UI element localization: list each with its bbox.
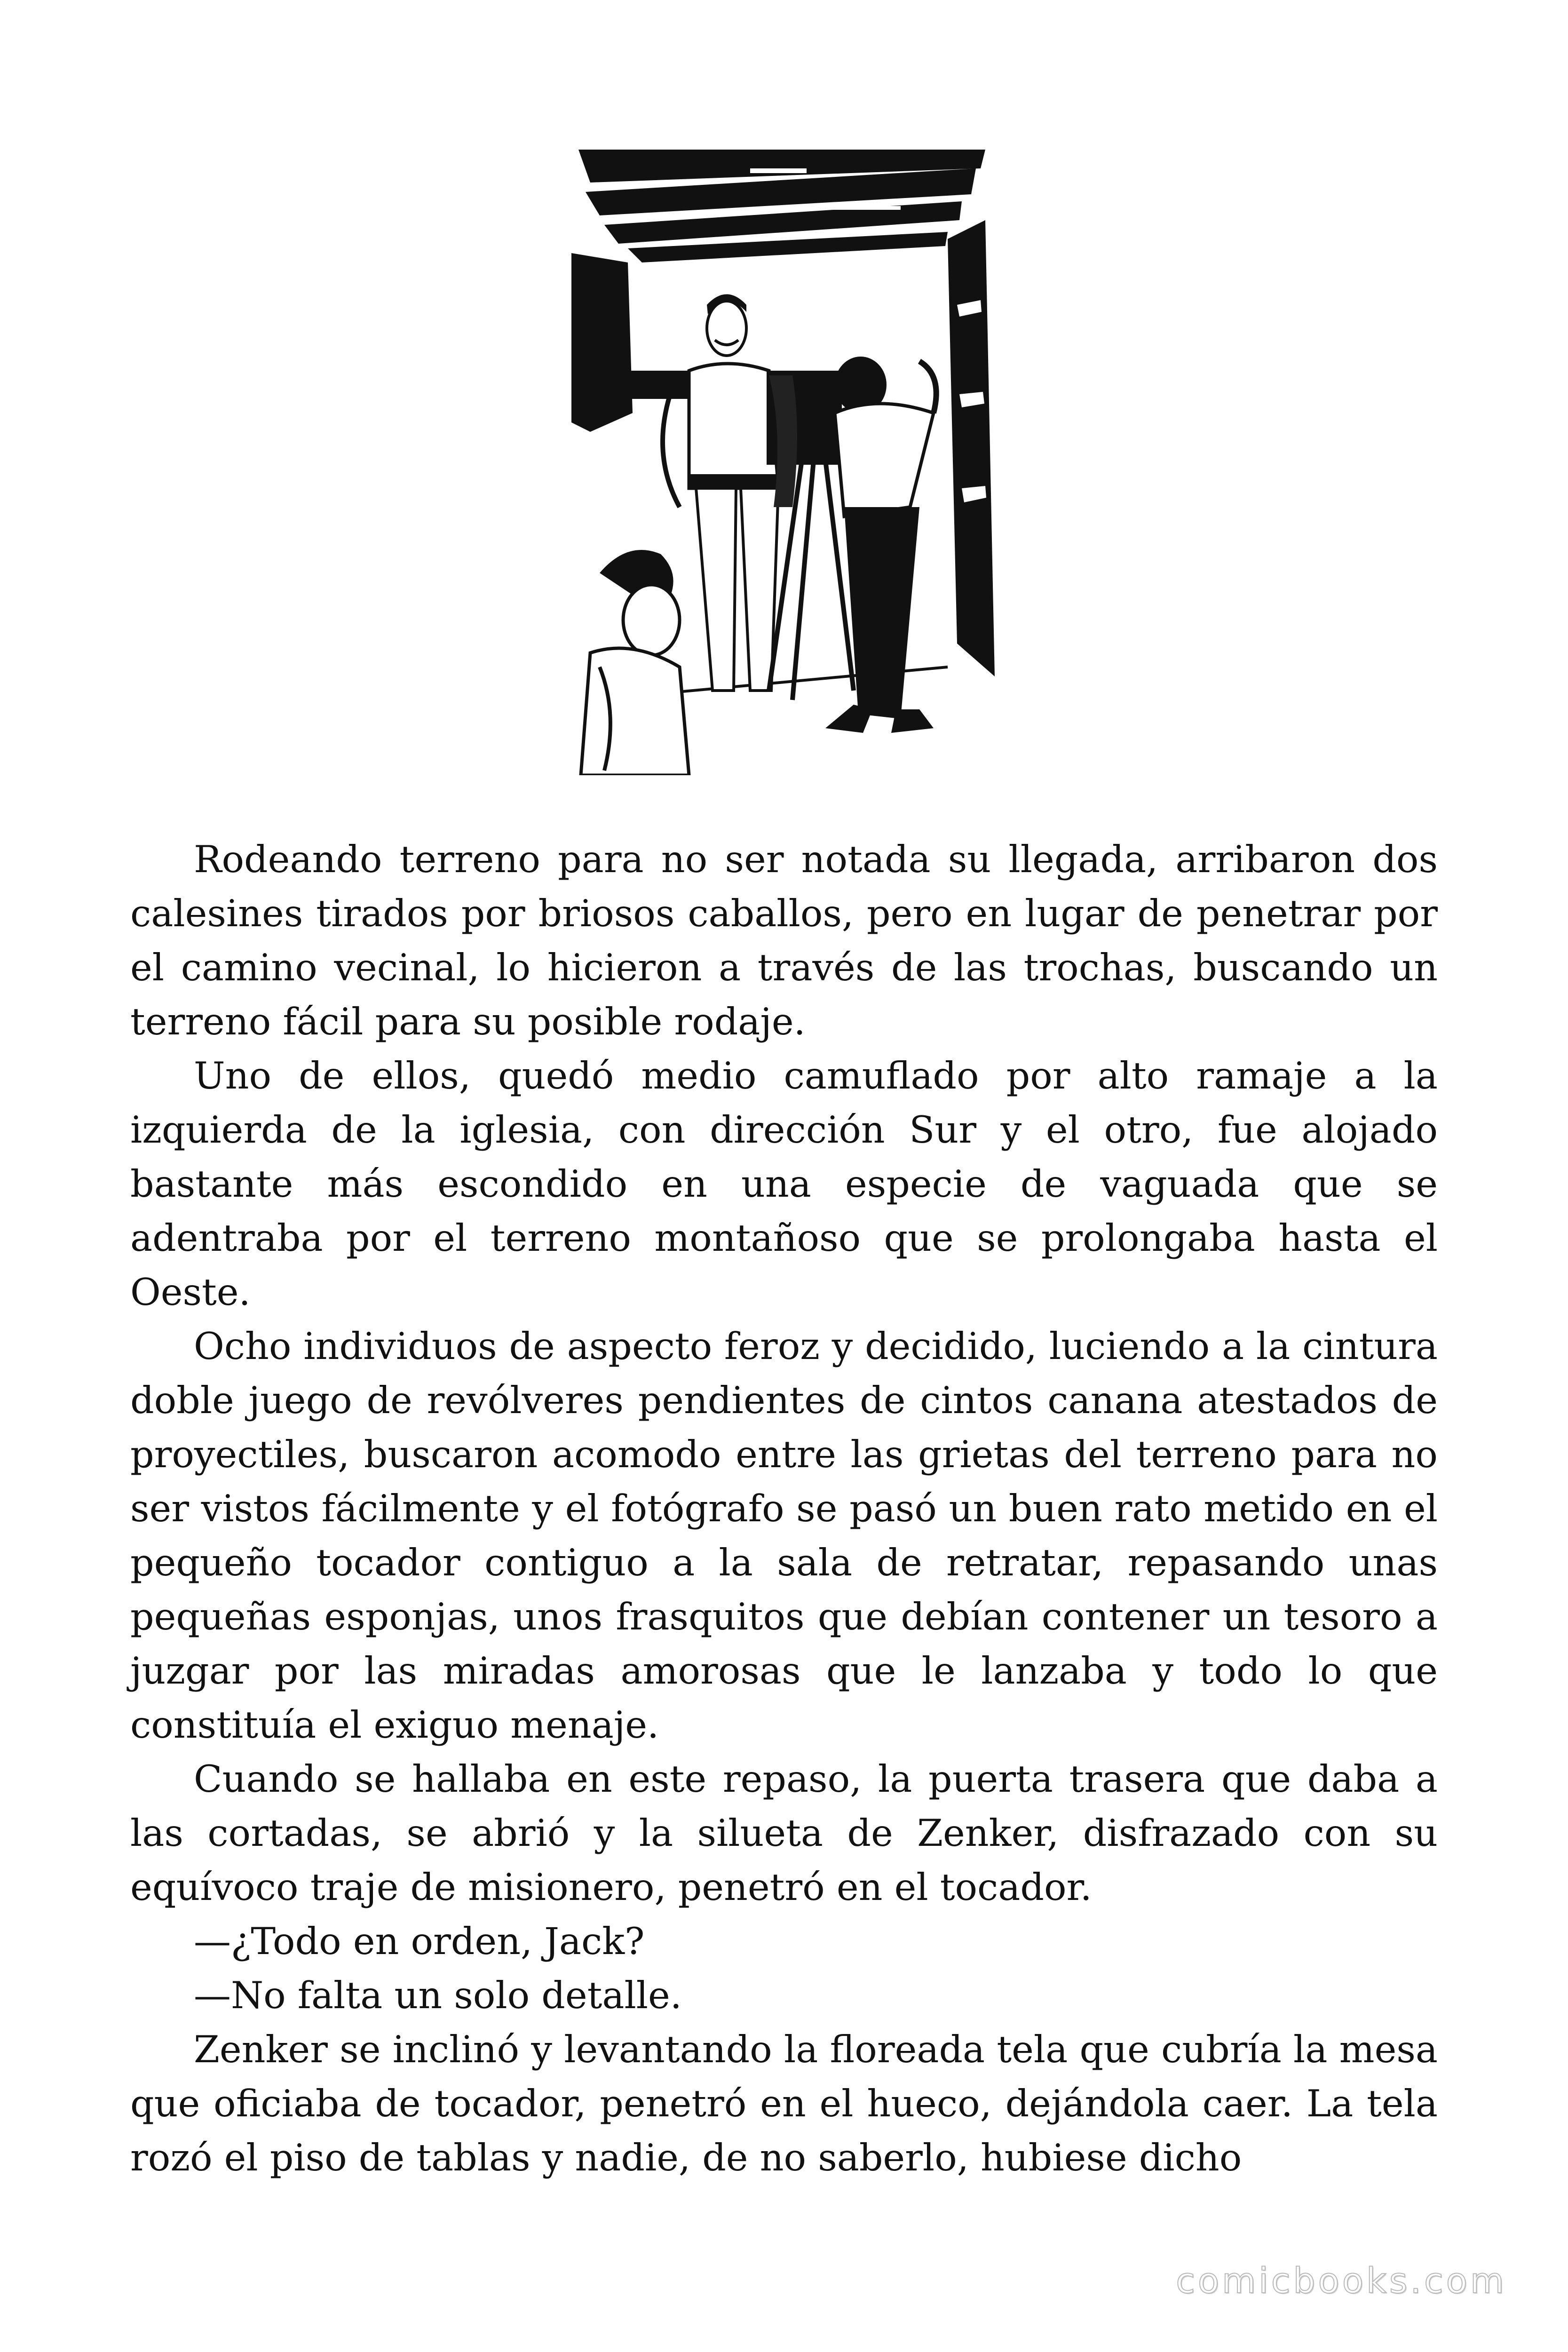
watermark: comicbooks.com — [1176, 2261, 1507, 2301]
paragraph: Zenker se inclinó y levantando la floreada tela que cubría la mesa que oficiaba de tocador, penetró en el hueco, dejándola caer. La tela rozó el piso de tablas y nadie, de no saberlo, hubiese dicho — [130, 2028, 1438, 2179]
dialogue-line: —¿Todo en orden, Jack? — [194, 1920, 645, 1963]
photographer-scene-illustration — [571, 150, 995, 775]
paragraph: Rodeando terreno para no ser notada su llegada, arribaron dos calesines tirados por briosos caballos, pero en lugar de penetrar por el camino vecinal, lo hicieron a través de las trochas, buscando un terreno fácil para su posible rodaje. — [130, 838, 1438, 1043]
paragraph: Cuando se hallaba en este repaso, la puerta trasera que daba a las cortadas, se abrió y la silueta de Zenker, disfrazado con su equívoco traje de misionero, penetró en el tocador. — [130, 1757, 1438, 1909]
paragraph: Uno de ellos, quedó medio camuflado por alto ramaje a la izquierda de la iglesia, con dirección Sur y el otro, fue alojado bastante más escondido en una especie de vaguada que se adentraba por el terreno montañoso que se prolongaba hasta el Oeste. — [130, 1054, 1438, 1314]
paragraph: Ocho individuos de aspecto feroz y decidido, luciendo a la cintura doble juego de revólveres pendientes de cintos canana atestados de proyectiles, buscaron acomodo entre las grietas del terreno para no ser vistos fácilmente y el fotógrafo se pasó un buen rato metido en el pequeño tocador contiguo a la sala de retratar, repasando unas pequeñas esponjas, unos frasquitos que debían contener un tesoro a juzgar por las miradas amorosas que le lanzaba y todo lo que constituía el exiguo menaje. — [130, 1325, 1438, 1747]
body-text — [130, 833, 1438, 2185]
dialogue-line: —No falta un solo detalle. — [194, 1974, 682, 2017]
